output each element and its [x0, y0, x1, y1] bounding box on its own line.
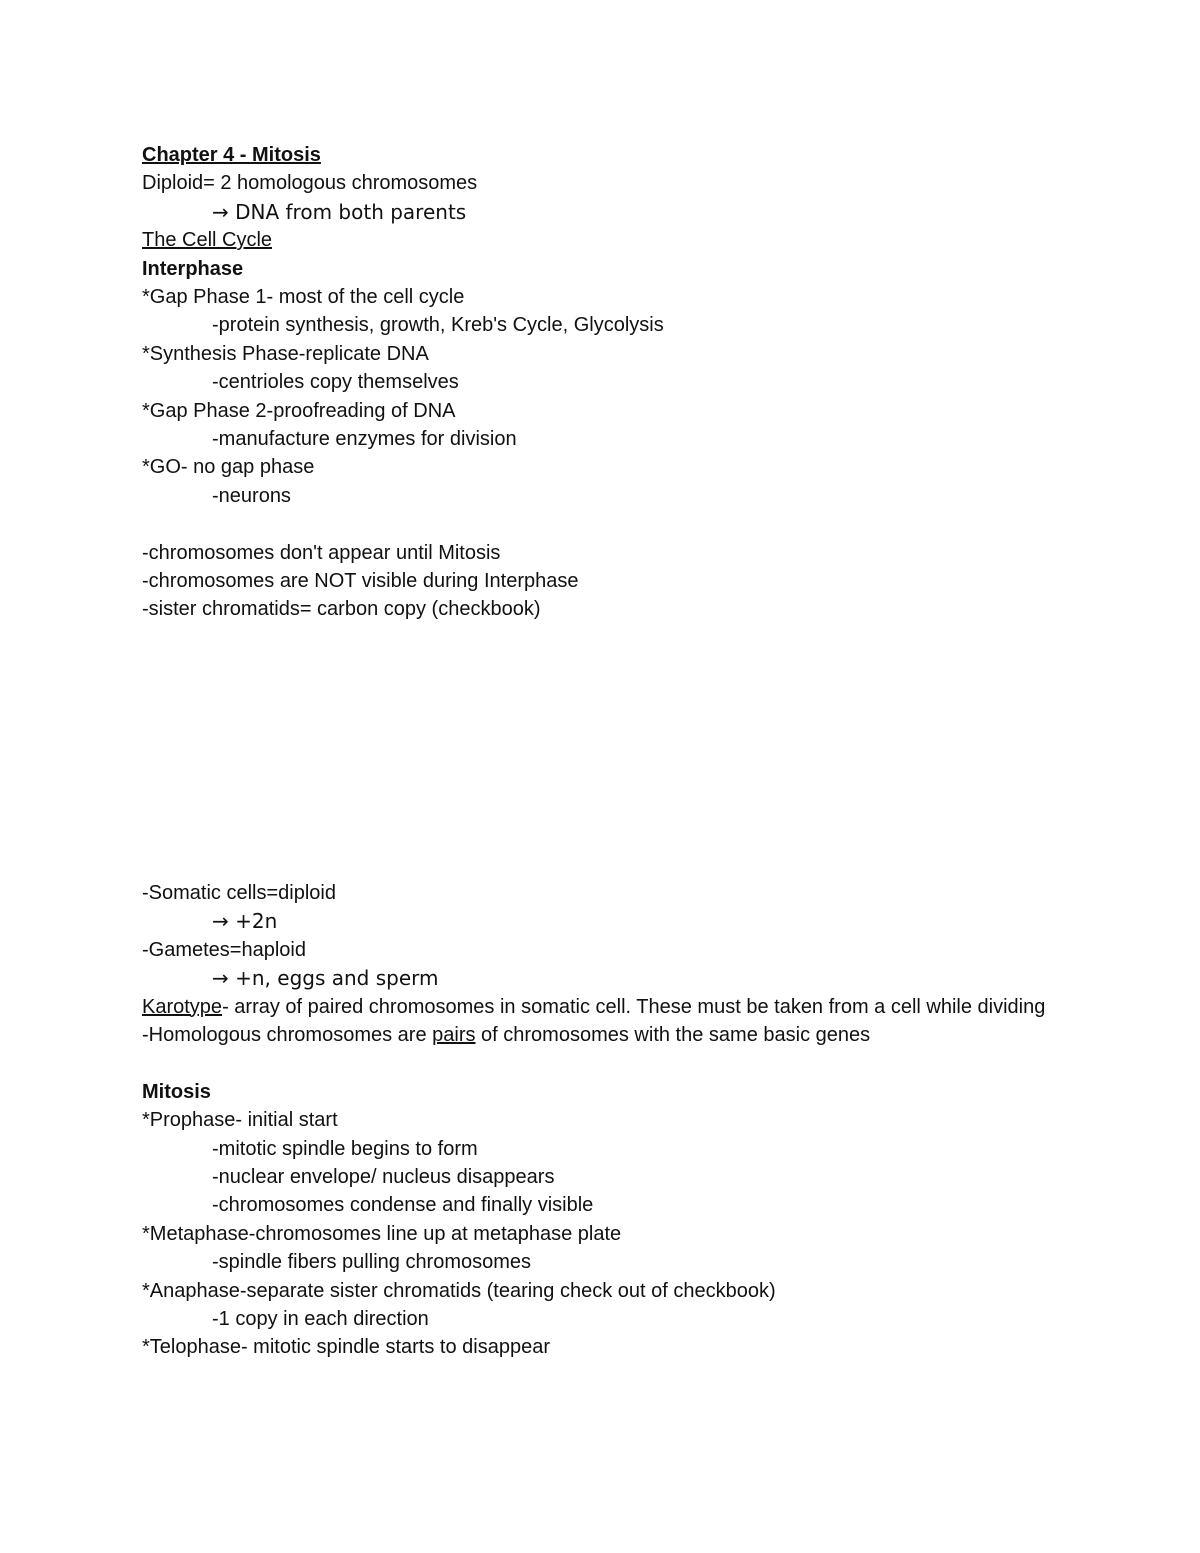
- prophase-sub: -mitotic spindle begins to form: [212, 1137, 478, 1160]
- gametes-note: -Gametes=haploid: [142, 938, 306, 961]
- interphase-item-main: *Synthesis Phase-replicate DNA: [142, 342, 429, 365]
- somatic-cells-note: -Somatic cells=diploid: [142, 881, 336, 904]
- spacer: [142, 510, 1062, 538]
- homologous-post: of chromosomes with the same basic genes: [475, 1023, 871, 1046]
- interphase-item-sub: -neurons: [212, 484, 291, 507]
- mitosis-heading: Mitosis: [142, 1080, 211, 1103]
- spacer: [142, 1049, 1062, 1077]
- interphase-heading: Interphase: [142, 257, 244, 280]
- karyotype-term: Karotype: [142, 995, 223, 1018]
- chromosome-note: -chromosomes don't appear until Mitosis: [142, 541, 501, 564]
- homologous-note: [142, 1021, 1062, 1049]
- chapter-title: Chapter 4 - Mitosis: [142, 144, 321, 166]
- homologous-pre: -Homologous chromosomes are: [142, 1023, 433, 1046]
- prophase-sub: -nuclear envelope/ nucleus disappears: [212, 1165, 555, 1188]
- interphase-item-sub: -centrioles copy themselves: [212, 371, 459, 394]
- telophase-item: *Telophase- mitotic spindle starts to disappear: [142, 1336, 550, 1359]
- chromosome-note: -chromosomes are NOT visible during Interphase: [142, 570, 579, 593]
- metaphase-sub: -spindle fibers pulling chromosomes: [212, 1251, 532, 1274]
- blank-space: [142, 624, 1062, 879]
- karyotype-text: - array of paired chromosomes in somatic cell. These must be taken from a cell while dividing: [222, 995, 1046, 1018]
- gametes-arrow-note: → +n, eggs and sperm: [212, 966, 439, 991]
- chromosome-note: -sister chromatids= carbon copy (checkbook): [142, 598, 541, 621]
- interphase-item-main: *Gap Phase 1- most of the cell cycle: [142, 286, 465, 309]
- prophase-sub: -chromosomes condense and finally visible: [212, 1194, 594, 1217]
- cell-cycle-heading: The Cell Cycle: [142, 229, 273, 252]
- document-page: [142, 141, 1062, 1362]
- diploid-definition: Diploid= 2 homologous chromosomes: [142, 172, 478, 195]
- anaphase-sub: -1 copy in each direction: [212, 1307, 429, 1330]
- metaphase-item: *Metaphase-chromosomes line up at metaphase plate: [142, 1222, 622, 1245]
- dna-parents-note: → DNA from both parents: [212, 199, 467, 224]
- interphase-item-sub: -protein synthesis, growth, Kreb's Cycle, Glycolysis: [212, 314, 664, 337]
- karyotype-definition: [142, 993, 1062, 1021]
- homologous-term: pairs: [432, 1023, 476, 1046]
- prophase-item: *Prophase- initial start: [142, 1109, 338, 1132]
- interphase-item-sub: -manufacture enzymes for division: [212, 428, 517, 451]
- anaphase-item: *Anaphase-separate sister chromatids (tearing check out of checkbook): [142, 1279, 776, 1302]
- interphase-item-main: *Gap Phase 2-proofreading of DNA: [142, 399, 456, 422]
- somatic-arrow-note: → +2n: [212, 909, 278, 934]
- interphase-item-main: *GO- no gap phase: [142, 456, 315, 479]
